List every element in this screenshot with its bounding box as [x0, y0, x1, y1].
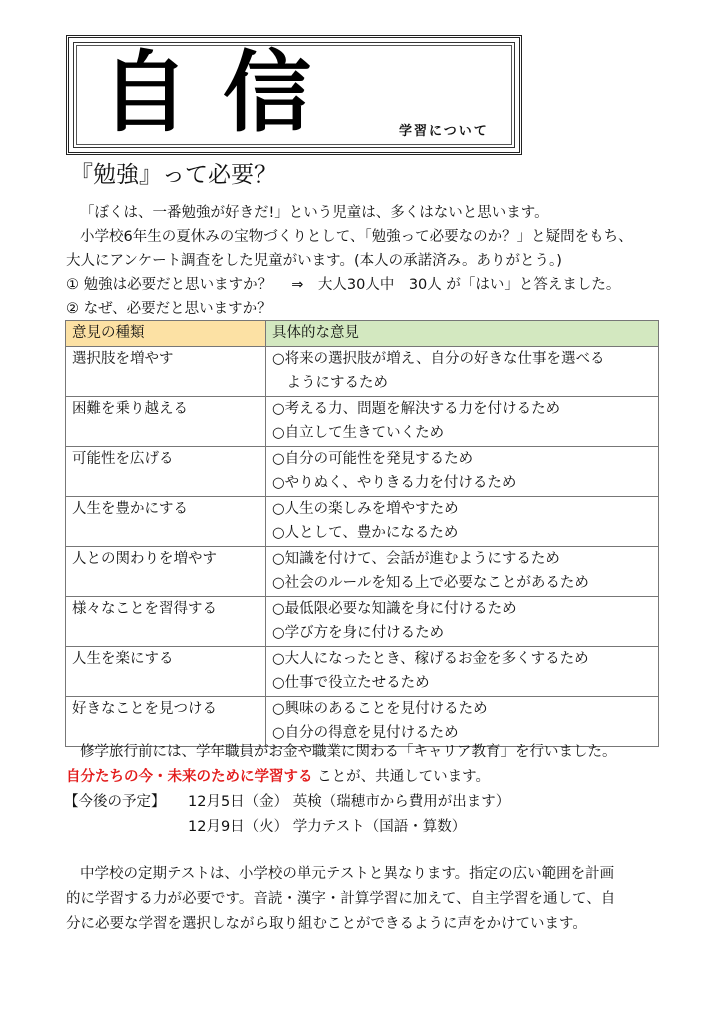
table-row — [66, 496, 659, 546]
cell-type: 困難を乗り越える — [66, 396, 266, 446]
cell-opinion: ○考える力、問題を解決する力を付けるため ○自立して生きていくため — [266, 396, 659, 446]
section-heading: 『勉強』って必要？ — [70, 162, 277, 188]
title-frame — [66, 35, 522, 155]
cell-type: 人生を楽にする — [66, 646, 266, 696]
cell-opinion: ○大人になったとき、稼げるお金を多くするため ○仕事で役立たせるため — [266, 646, 659, 696]
header-type: 意見の種類 — [66, 321, 266, 347]
header-opinion: 具体的な意見 — [266, 321, 659, 347]
table-row — [66, 396, 659, 446]
table-row — [66, 446, 659, 496]
table-row — [66, 696, 659, 746]
page-title: 自信 — [101, 40, 346, 144]
schedule-label: 【今後の予定】 — [64, 794, 166, 810]
cell-type: 可能性を広げる — [66, 446, 266, 496]
table-row — [66, 646, 659, 696]
cell-opinion: ○将来の選択肢が増え、自分の好きな仕事を選べる ようにするため — [266, 346, 659, 396]
closing-line-2: 的に学習する力が必要です。音読・漢字・計算学習に加えて、自主学習を通して、自 — [66, 891, 616, 907]
after-line-2: 自分たちの今・未来のために学習する ことが、共通しています。 — [66, 769, 490, 785]
closing-line-1: 中学校の定期テストは、小学校の単元テストと異なります。指定の広い範囲を計画 — [80, 866, 615, 882]
closing-line-3: 分に必要な学習を選択しながら取り組むことができるように声をかけています。 — [66, 916, 587, 932]
cell-type: 選択肢を増やす — [66, 346, 266, 396]
schedule-item-2: 12月9日（火） 学力テスト（国語・算数） — [188, 819, 467, 835]
table-header-row — [66, 321, 659, 347]
after-line-1: 修学旅行前には、学年職員がお金や職業に関わる「キャリア教育」を行いました。 — [80, 744, 617, 760]
cell-type: 様々なことを習得する — [66, 596, 266, 646]
cell-opinion: ○興味のあることを見付けるため ○自分の得意を見付けるため — [266, 696, 659, 746]
highlight-text: 自分たちの今・未来のために学習する — [66, 769, 313, 785]
table-row — [66, 596, 659, 646]
question-1: ① 勉強は必要だと思いますか？ ⇒ 大人30人中 30人 が「はい」と答えました。 — [66, 277, 621, 293]
schedule-item-1: 12月5日（金） 英検（瑞穂市から費用が出ます） — [188, 794, 511, 810]
opinion-table — [65, 320, 659, 747]
intro-line-3: 大人にアンケート調査をした児童がいます。(本人の承諾済み。ありがとう。) — [66, 253, 562, 269]
page-subtitle: 学習について — [399, 124, 489, 139]
table-row — [66, 346, 659, 396]
cell-type: 人との関わりを増やす — [66, 546, 266, 596]
cell-opinion: ○最低限必要な知識を身に付けるため ○学び方を身に付けるため — [266, 596, 659, 646]
table-row — [66, 546, 659, 596]
cell-type: 好きなことを見つける — [66, 696, 266, 746]
intro-line-1: 「ぼくは、一番勉強が好きだ!」という児童は、多くはないと思います。 — [80, 205, 549, 221]
cell-type: 人生を豊かにする — [66, 496, 266, 546]
cell-opinion: ○知識を付けて、会話が進むようにするため ○社会のルールを知る上で必要なことがあるため — [266, 546, 659, 596]
intro-line-2: 小学校6年生の夏休みの宝物づくりとして、「勉強って必要なのか？」と疑問をもち、 — [80, 229, 633, 245]
question-2: ② なぜ、必要だと思いますか？ — [66, 301, 272, 317]
cell-opinion: ○人生の楽しみを増やすため ○人として、豊かになるため — [266, 496, 659, 546]
cell-opinion: ○自分の可能性を発見するため ○やりぬく、やりきる力を付けるため — [266, 446, 659, 496]
